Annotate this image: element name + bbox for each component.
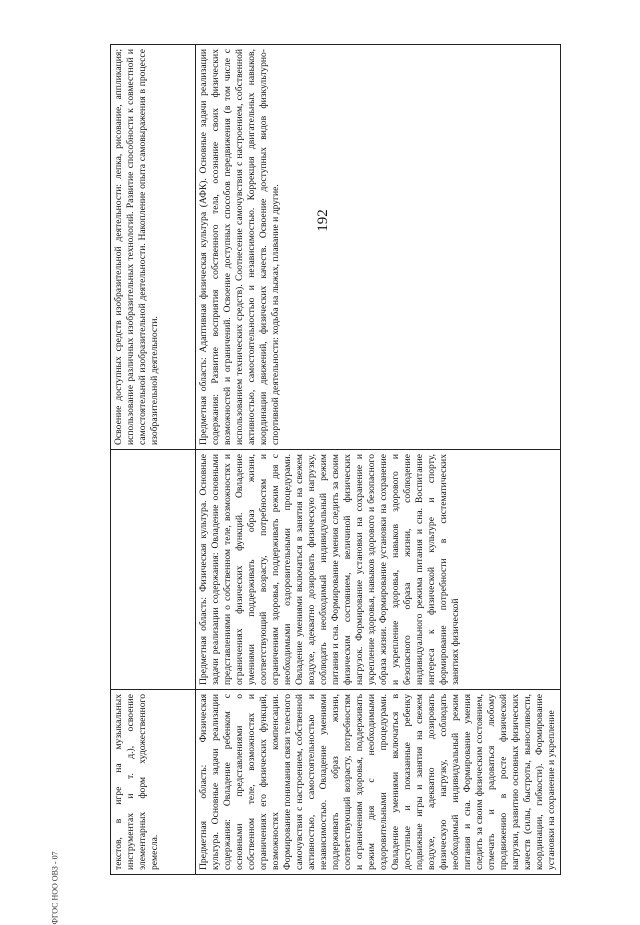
cell-text: Предметная область: Адаптивная физическая культура (АФК). Основные задачи реализации содержания: Развитие восприятия собственного тела, осознание своих физических возможностей и ограничений. Освоение доступных способов передвижения (в том числе с использованием технических средств). Соотнесение самочувствия с настроением, собственной активностью, самостоятельностью и независимостью. Коррекция двигательных навыков, координации движений, физических качеств. Освоение доступных видов физкультурно-спортивной деятельности: ходьба на лыжах, плавание и другие. [198, 49, 281, 445]
table-cell [196, 450, 561, 690]
cell-text: Предметная область: Физическая культура. Основные задачи реализации содержания: Овладение ребенком с основными представлениями о собственном теле, возможностях и ограничениях его физических функций, возможностях компенсации. Формирование понимания связи телесного самочувствия с настроением, собственной активностью, самостоятельностью и независимостью. Овладение умениями поддерживать образ жизни, соответствующий возрасту, потребностям и ограничениям здоровья, поддерживать режим дня с необходимыми оздоровительными процедурами. Овладение умениями включаться в доступные и показанные ребенку подвижные игры и занятия на свежем воздухе, адекватно дозировать физическую нагрузку, соблюдать необходимый индивидуальный режим питания и сна. Формирование умения следить за своим физическим состоянием, отмечать и радоваться любому продвижению в росте физической нагрузки, развитию основных физических качеств (силы, быстроты, выносливости, координации, гибкости). Формирование установки на сохранение и укрепление [198, 694, 557, 870]
table-cell [111, 450, 196, 690]
table-row [196, 45, 561, 875]
rotated-table-container [110, 45, 555, 875]
cell-text: текстов, в игре на музыкальных инструментах и т. д.), освоение элементарных форм художественного ремесла. [113, 694, 160, 870]
table-cell [111, 690, 196, 875]
program-table [110, 44, 561, 875]
cell-text: Предметная область: Физическая культура. Основные задачи реализации содержания: Овладение основными представлениями о собственном теле, возможностях и ограничениях физических функций. Овладение умениями поддерживать образ жизни, соответствующий возрасту, потребностям и ограничениям здоровья, поддерживать режим дня с необходимыми оздоровительными процедурами. Овладение умениями включаться в занятия на свежем воздухе, адекватно дозировать физическую нагрузку, соблюдать необходимый индивидуальный режим питания и сна. Формирование умения следить за своим физическим состоянием, величиной физических нагрузок. Формирование установки на сохранение и укрепление здоровья, навыков здорового и безопасного образа жизни. Формирование установки на сохранение и укрепление здоровья, навыков здорового и безопасного образа жизни, соблюдение индивидуального режима питания и сна. Воспитание интереса к физической культуре и спорту, формирование потребности в систематических занятиях физической [198, 454, 461, 685]
cell-text: Освоение доступных средств изобразительной деятельности: лепка, рисование, аппликация; использование различных изобразительных технологий. Развитие способности к совместной и самостоятельной изобразительной деятельности. Накопление опыта самовыражения в процессе изобразительной деятельности. [113, 49, 160, 445]
table-cell [111, 45, 196, 450]
table-row [111, 45, 196, 875]
table-cell [196, 45, 561, 450]
table-cell [196, 690, 561, 875]
footer-code: ФГОС НОО ОВЗ - 07 [50, 851, 60, 925]
page-number: 192 [314, 209, 331, 232]
